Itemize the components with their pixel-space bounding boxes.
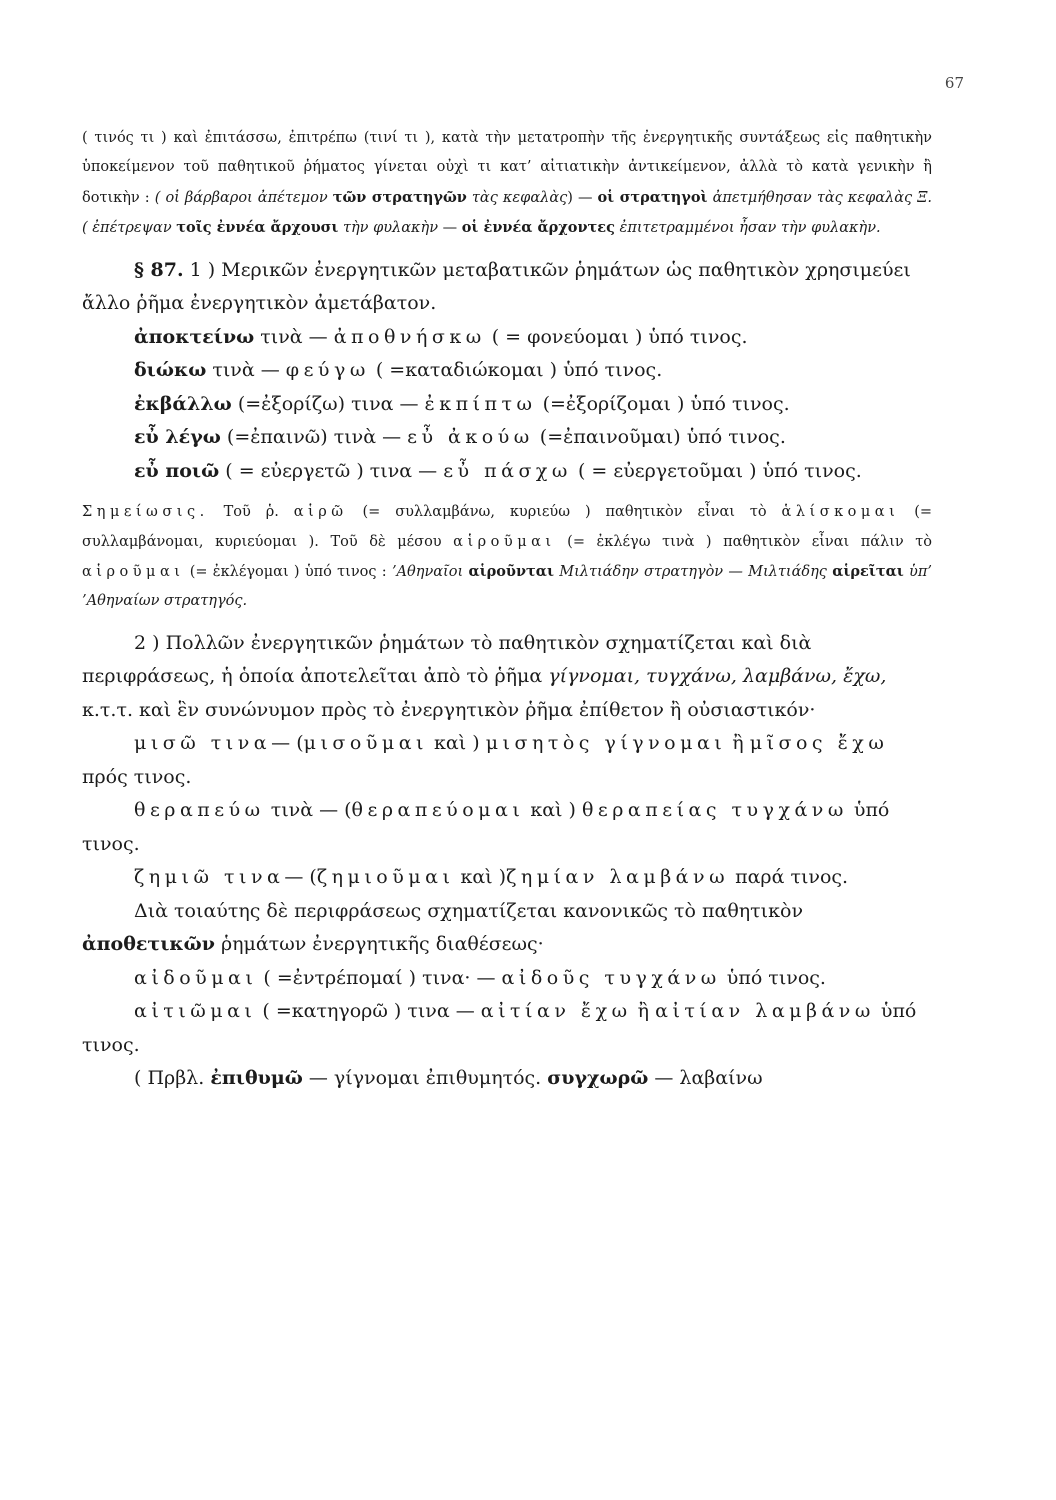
example-text: καὶ )	[428, 732, 486, 755]
part-2-verbs: γίγνομαι, τυγχάνω, λαμβάνω, ἔχω,	[548, 665, 887, 688]
example-verb-spaced: ζημιοῦμαι	[316, 866, 455, 889]
example-verb: συγχωρῶ	[547, 1067, 649, 1090]
example-text: — (	[271, 732, 304, 755]
note-text: (= συλλαμβάνομαι, κυριεύομαι ). Τοῦ δὲ μέσου	[82, 504, 933, 550]
example-verb: ἐκβάλλω	[134, 392, 232, 415]
example-verb-spaced: ἐκπίπτω	[424, 392, 537, 415]
deponent-bold: ἀποθετικῶν	[82, 933, 215, 956]
example-verb-spaced: ἀποθνήσκω	[333, 325, 486, 348]
section-87-paragraph	[82, 254, 932, 321]
example-verb-spaced: αἰδοῦμαι	[134, 966, 258, 989]
example-text: ( = εὐεργετοῦμαι ) ὑπό τινος.	[577, 459, 862, 482]
example-text: (=ἐξορίζομαι ) ὑπό τινος.	[542, 392, 790, 415]
example-verb-spaced: εὖ πάσχω	[443, 459, 572, 482]
note-example: ὑπ’ ’Αθηναίων στρατηγός.	[82, 563, 933, 610]
example-line	[82, 727, 932, 794]
intro-example: ( οἱ βάρβαροι ἀπέτεμον	[154, 189, 328, 206]
note-label: Σημείωσις.	[82, 504, 209, 521]
example-text: — (	[284, 866, 317, 889]
example-text: ἢ	[631, 1000, 656, 1023]
example-text: πρός τινος.	[82, 765, 192, 788]
example-text: τινὰ —	[260, 325, 334, 348]
example-verb-spaced: αἰδοῦς τυγχάνω	[501, 966, 721, 989]
intro-example-sep: —	[438, 220, 462, 237]
note-text: (= ἐκλέγω τινὰ ) παθητικὸν εἶναι πάλιν τὸ	[567, 533, 933, 550]
example-text: ( Πρβλ.	[134, 1067, 205, 1090]
example-verb-spaced: θεραπεύω	[134, 799, 265, 822]
note-text: (= ἐκλέγομαι ) ὑπό τινος :	[189, 563, 387, 580]
part-2-text: κ.τ.τ. καὶ ἓν συνώνυμον πρὸς τὸ ἐνεργητικὸν ῥῆμα ἐπίθετον ἢ οὐσιαστικόν·	[82, 698, 816, 721]
example-line	[82, 861, 932, 895]
intro-paragraph	[82, 124, 932, 244]
example-text: τινὰ —	[212, 359, 286, 382]
note-example: ’Αθηναῖοι	[391, 563, 464, 580]
example-verb-spaced: μισητὸς γίγνομαι	[485, 732, 727, 755]
intro-example: τὰς κεφαλὰς	[471, 189, 568, 206]
example-verb-spaced: ζημιῶ τινα	[134, 866, 285, 889]
example-text: ( =κατηγορῶ ) τινα —	[256, 1000, 481, 1023]
example-line	[82, 321, 932, 355]
example-line	[82, 421, 932, 455]
example-text: ( = φονεύομαι ) ὑπό τινος.	[491, 325, 748, 348]
intro-example: ( ἐπέτρεψαν	[82, 220, 172, 237]
example-text: ὑπό τινος.	[82, 799, 890, 855]
example-verb-spaced: θεραπεύομαι	[351, 799, 525, 822]
example-text: ὑπό τινος.	[82, 1000, 917, 1056]
deponent-paragraph	[82, 895, 932, 962]
intro-example-bold: τοῖς ἐννέα ἄρχουσι	[176, 219, 339, 237]
note-text: (= συλλαμβάνω, κυριεύω ) παθητικὸν εἶναι τὸ	[362, 504, 767, 521]
example-verb-spaced: φεύγω	[285, 359, 370, 382]
section-text: 1 ) Μερικῶν ἐνεργητικῶν μεταβατικῶν ῥημάτων ὡς παθητικὸν χρησιμεύει ἄλλο ῥῆμα ἐνεργητικὸν ἀμετάβατον.	[82, 258, 911, 315]
example-verb-spaced: μῖσος ἔχω	[749, 732, 889, 755]
example-text: ( = εὐεργετῶ ) τινα —	[225, 459, 444, 482]
intro-text: ( τινός τι ) καὶ ἐπιτάσσω, ἐπιτρέπω (τινί τι ), κατὰ τὴν μετατροπὴν τῆς ἐνεργητικῆς συντάξεως εἰς παθητικὴν ὑποκείμενον τοῦ παθητικοῦ ῥήματος γίνεται οὐχὶ τι κατ’ αἰτιατικὴν ἀντικείμενον, ἀλλὰ τὸ κατὰ γενικὴν ἢ δοτικὴν :	[82, 130, 932, 206]
example-text: — λαβαίνω	[648, 1067, 763, 1090]
example-line	[82, 962, 932, 996]
example-line	[82, 455, 932, 489]
example-verb: εὖ λέγω	[134, 426, 221, 449]
example-text: ὑπό τινος.	[720, 966, 826, 989]
example-verb-spaced: αἰτίαν ἔχω	[480, 1000, 632, 1023]
example-text: (=ἐπαινοῦμαι) ὑπό τινος.	[539, 426, 786, 449]
note-verb: αἱροῦμαι	[453, 533, 556, 550]
intro-example: ἀπετμήθησαν	[712, 189, 812, 206]
intro-example-bold: οἱ στρατηγοὶ	[597, 188, 708, 206]
example-text: (=ἐπαινῶ) τινὰ —	[226, 426, 408, 449]
note-text: Τοῦ ῥ.	[223, 504, 279, 521]
example-verb: διώκω	[134, 359, 207, 382]
deponent-text: Διὰ τοιαύτης δὲ περιφράσεως σχηματίζεται κανονικῶς τὸ παθητικὸν	[134, 899, 803, 922]
note-example-bold: αἱρεῖται	[832, 562, 904, 580]
example-line	[82, 354, 932, 388]
intro-example: ἐπιτετραμμένοι ἦσαν τὴν φυλακὴν.	[619, 220, 881, 237]
example-text: ἢ	[726, 732, 750, 755]
example-text: καὶ )	[454, 866, 507, 889]
note-example: Μιλτιάδην στρατηγὸν — Μιλτιάδης	[559, 563, 827, 580]
example-verb-spaced: αἰτιῶμαι	[134, 1000, 257, 1023]
note-paragraph	[82, 498, 932, 617]
section-mark: § 87.	[134, 258, 184, 281]
example-verb: ἐπιθυμῶ	[210, 1067, 303, 1090]
part-2-text: 2 ) Πολλῶν ἐνεργητικῶν ῥημάτων τὸ παθητικὸν σχηματίζεται καὶ διὰ περιφράσεως, ἡ ὁποία ἀποτελεῖται ἀπὸ τὸ ῥῆμα	[82, 631, 812, 688]
part-2-paragraph	[82, 627, 932, 728]
example-text: παρά τινος.	[729, 866, 849, 889]
page-number: 67	[944, 74, 964, 92]
example-verb-spaced: αἰτίαν λαμβάνω	[655, 1000, 875, 1023]
note-verb: αἱροῦμαι	[82, 563, 185, 580]
example-text: (=ἐξορίζω) τινα —	[237, 392, 425, 415]
example-line	[82, 1062, 932, 1096]
intro-example: τὰς κεφαλὰς Ξ.	[816, 189, 933, 206]
example-text: καὶ )	[524, 799, 582, 822]
example-verb-spaced: μισῶ τινα	[134, 732, 272, 755]
intro-example-sep: ) —	[567, 189, 598, 206]
intro-example: τὴν φυλακὴν	[342, 220, 439, 237]
example-text: ( =καταδιώκομαι ) ὑπό τινος.	[375, 359, 663, 382]
example-text: — γίγνομαι ἐπιθυμητός.	[302, 1067, 542, 1090]
example-text: τινὰ — (	[264, 799, 352, 822]
example-line	[82, 995, 932, 1062]
example-line	[82, 388, 932, 422]
example-verb: ἀποκτείνω	[134, 325, 255, 348]
example-verb-spaced: ζημίαν λαμβάνω	[506, 866, 730, 889]
intro-example-bold: τῶν στρατηγῶν	[332, 188, 467, 206]
intro-example-bold: οἱ ἐννέα ἄρχοντες	[461, 219, 615, 237]
example-verb-spaced: θεραπείας τυγχάνω	[581, 799, 848, 822]
example-verb: εὖ ποιῶ	[134, 459, 220, 482]
deponent-text: ῥημάτων ἐνεργητικῆς διαθέσεως·	[220, 933, 544, 956]
note-verb: αἱρῶ	[293, 504, 348, 521]
note-example-bold: αἱροῦνται	[468, 562, 554, 580]
page-content	[82, 124, 932, 1096]
example-verb-spaced: μισοῦμαι	[303, 732, 428, 755]
example-text: ( =ἐντρέπομαί ) τινα· —	[257, 966, 502, 989]
example-verb-spaced: εὖ ἀκούω	[407, 426, 534, 449]
note-verb: ἁλίσκομαι	[781, 504, 900, 521]
example-line	[82, 794, 932, 861]
